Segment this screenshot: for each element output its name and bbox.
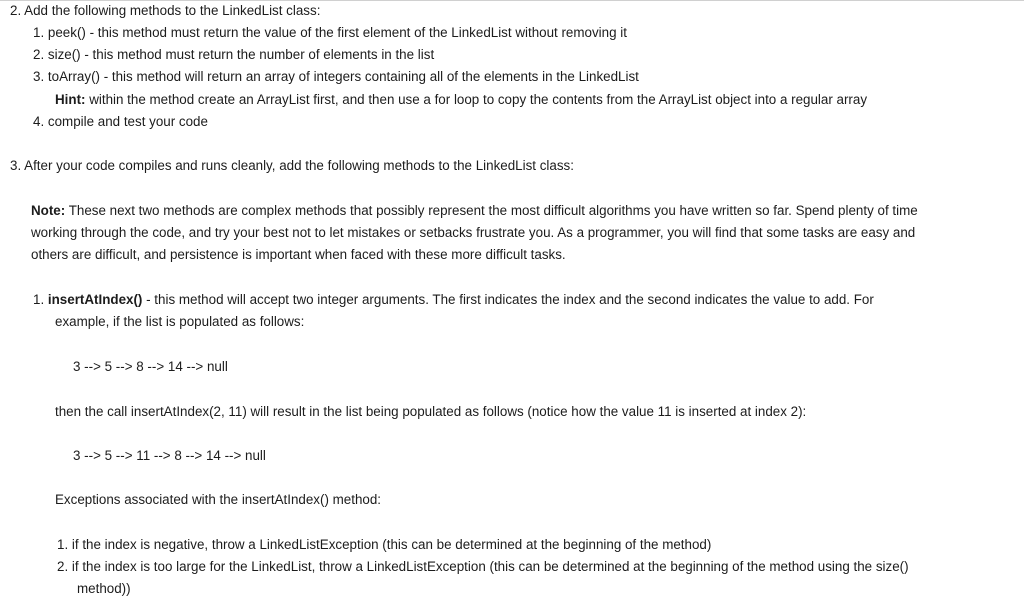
exceptions-heading: Exceptions associated with the insertAtIndex() method: <box>55 492 382 507</box>
method-desc-line-2: example, if the list is populated as follows: <box>55 314 305 329</box>
list-item-text: compile and test your code <box>47 114 208 129</box>
list-item <box>33 24 627 42</box>
example-after: 3 --> 5 --> 11 --> 8 --> 14 --> null <box>73 448 266 463</box>
section-3-heading-text: After your code compiles and runs cleanly, add the following methods to the LinkedList class: <box>24 158 574 173</box>
list-item-text: if the index is negative, throw a LinkedListException (this can be determined at the beginning of the method) <box>71 537 712 552</box>
list-item-number: 2. <box>57 559 69 574</box>
note-line-1 <box>31 202 918 220</box>
section-2-heading-text: Add the following methods to the LinkedList class: <box>24 3 321 18</box>
hint-line <box>55 91 867 109</box>
list-item-number: 1. <box>57 537 69 552</box>
list-item-number: 1. <box>33 25 45 40</box>
note-line-3: others are difficult, and persistence is important when faced with these more difficult tasks. <box>31 247 566 262</box>
section-2-heading <box>10 2 320 20</box>
note-text: These next two methods are complex methods that possibly represent the most difficult algorithms you have written so far. Spend plenty of time <box>65 203 918 218</box>
list-item-text: toArray() - this method will return an array of integers containing all of the elements in the LinkedList <box>47 69 639 84</box>
list-item-number: 4. <box>33 114 45 129</box>
hint-text: within the method create an ArrayList first, and then use a for loop to copy the contents from the ArrayList object into a regular array <box>85 92 868 107</box>
note-label: Note: <box>31 203 66 218</box>
list-item-continuation: method)) <box>77 581 131 596</box>
section-2-number: 2. <box>10 3 22 18</box>
list-item-text: if the index is too large for the LinkedList, throw a LinkedListException (this can be determined at the beginning of the method using the size() <box>71 559 909 574</box>
list-item <box>33 113 208 131</box>
method-name: insertAtIndex() <box>47 292 143 307</box>
note-line-2: working through the code, and try your best not to let mistakes or setbacks frustrate you. As a programmer, you will find that some tasks are easy and <box>31 225 916 240</box>
method-desc: - this method will accept two integer arguments. The first indicates the index and the second indicates the value to add. For <box>142 292 874 307</box>
method-insertatindex <box>33 291 874 309</box>
list-item-text: peek() - this method must return the value of the first element of the LinkedList without removing it <box>47 25 627 40</box>
section-3-heading <box>10 157 574 175</box>
list-item <box>33 68 639 86</box>
method-number: 1. <box>33 292 45 307</box>
then-text: then the call insertAtIndex(2, 11) will result in the list being populated as follows (notice how the value 11 is inserted at index 2): <box>55 404 807 419</box>
list-item <box>57 536 711 554</box>
list-item-number: 3. <box>33 69 45 84</box>
list-item <box>33 46 434 64</box>
list-item <box>57 558 909 576</box>
top-divider <box>0 0 1024 1</box>
hint-label: Hint: <box>55 92 86 107</box>
list-item-number: 2. <box>33 47 45 62</box>
example-before: 3 --> 5 --> 8 --> 14 --> null <box>73 359 228 374</box>
section-3-number: 3. <box>10 158 22 173</box>
list-item-text: size() - this method must return the number of elements in the list <box>47 47 435 62</box>
